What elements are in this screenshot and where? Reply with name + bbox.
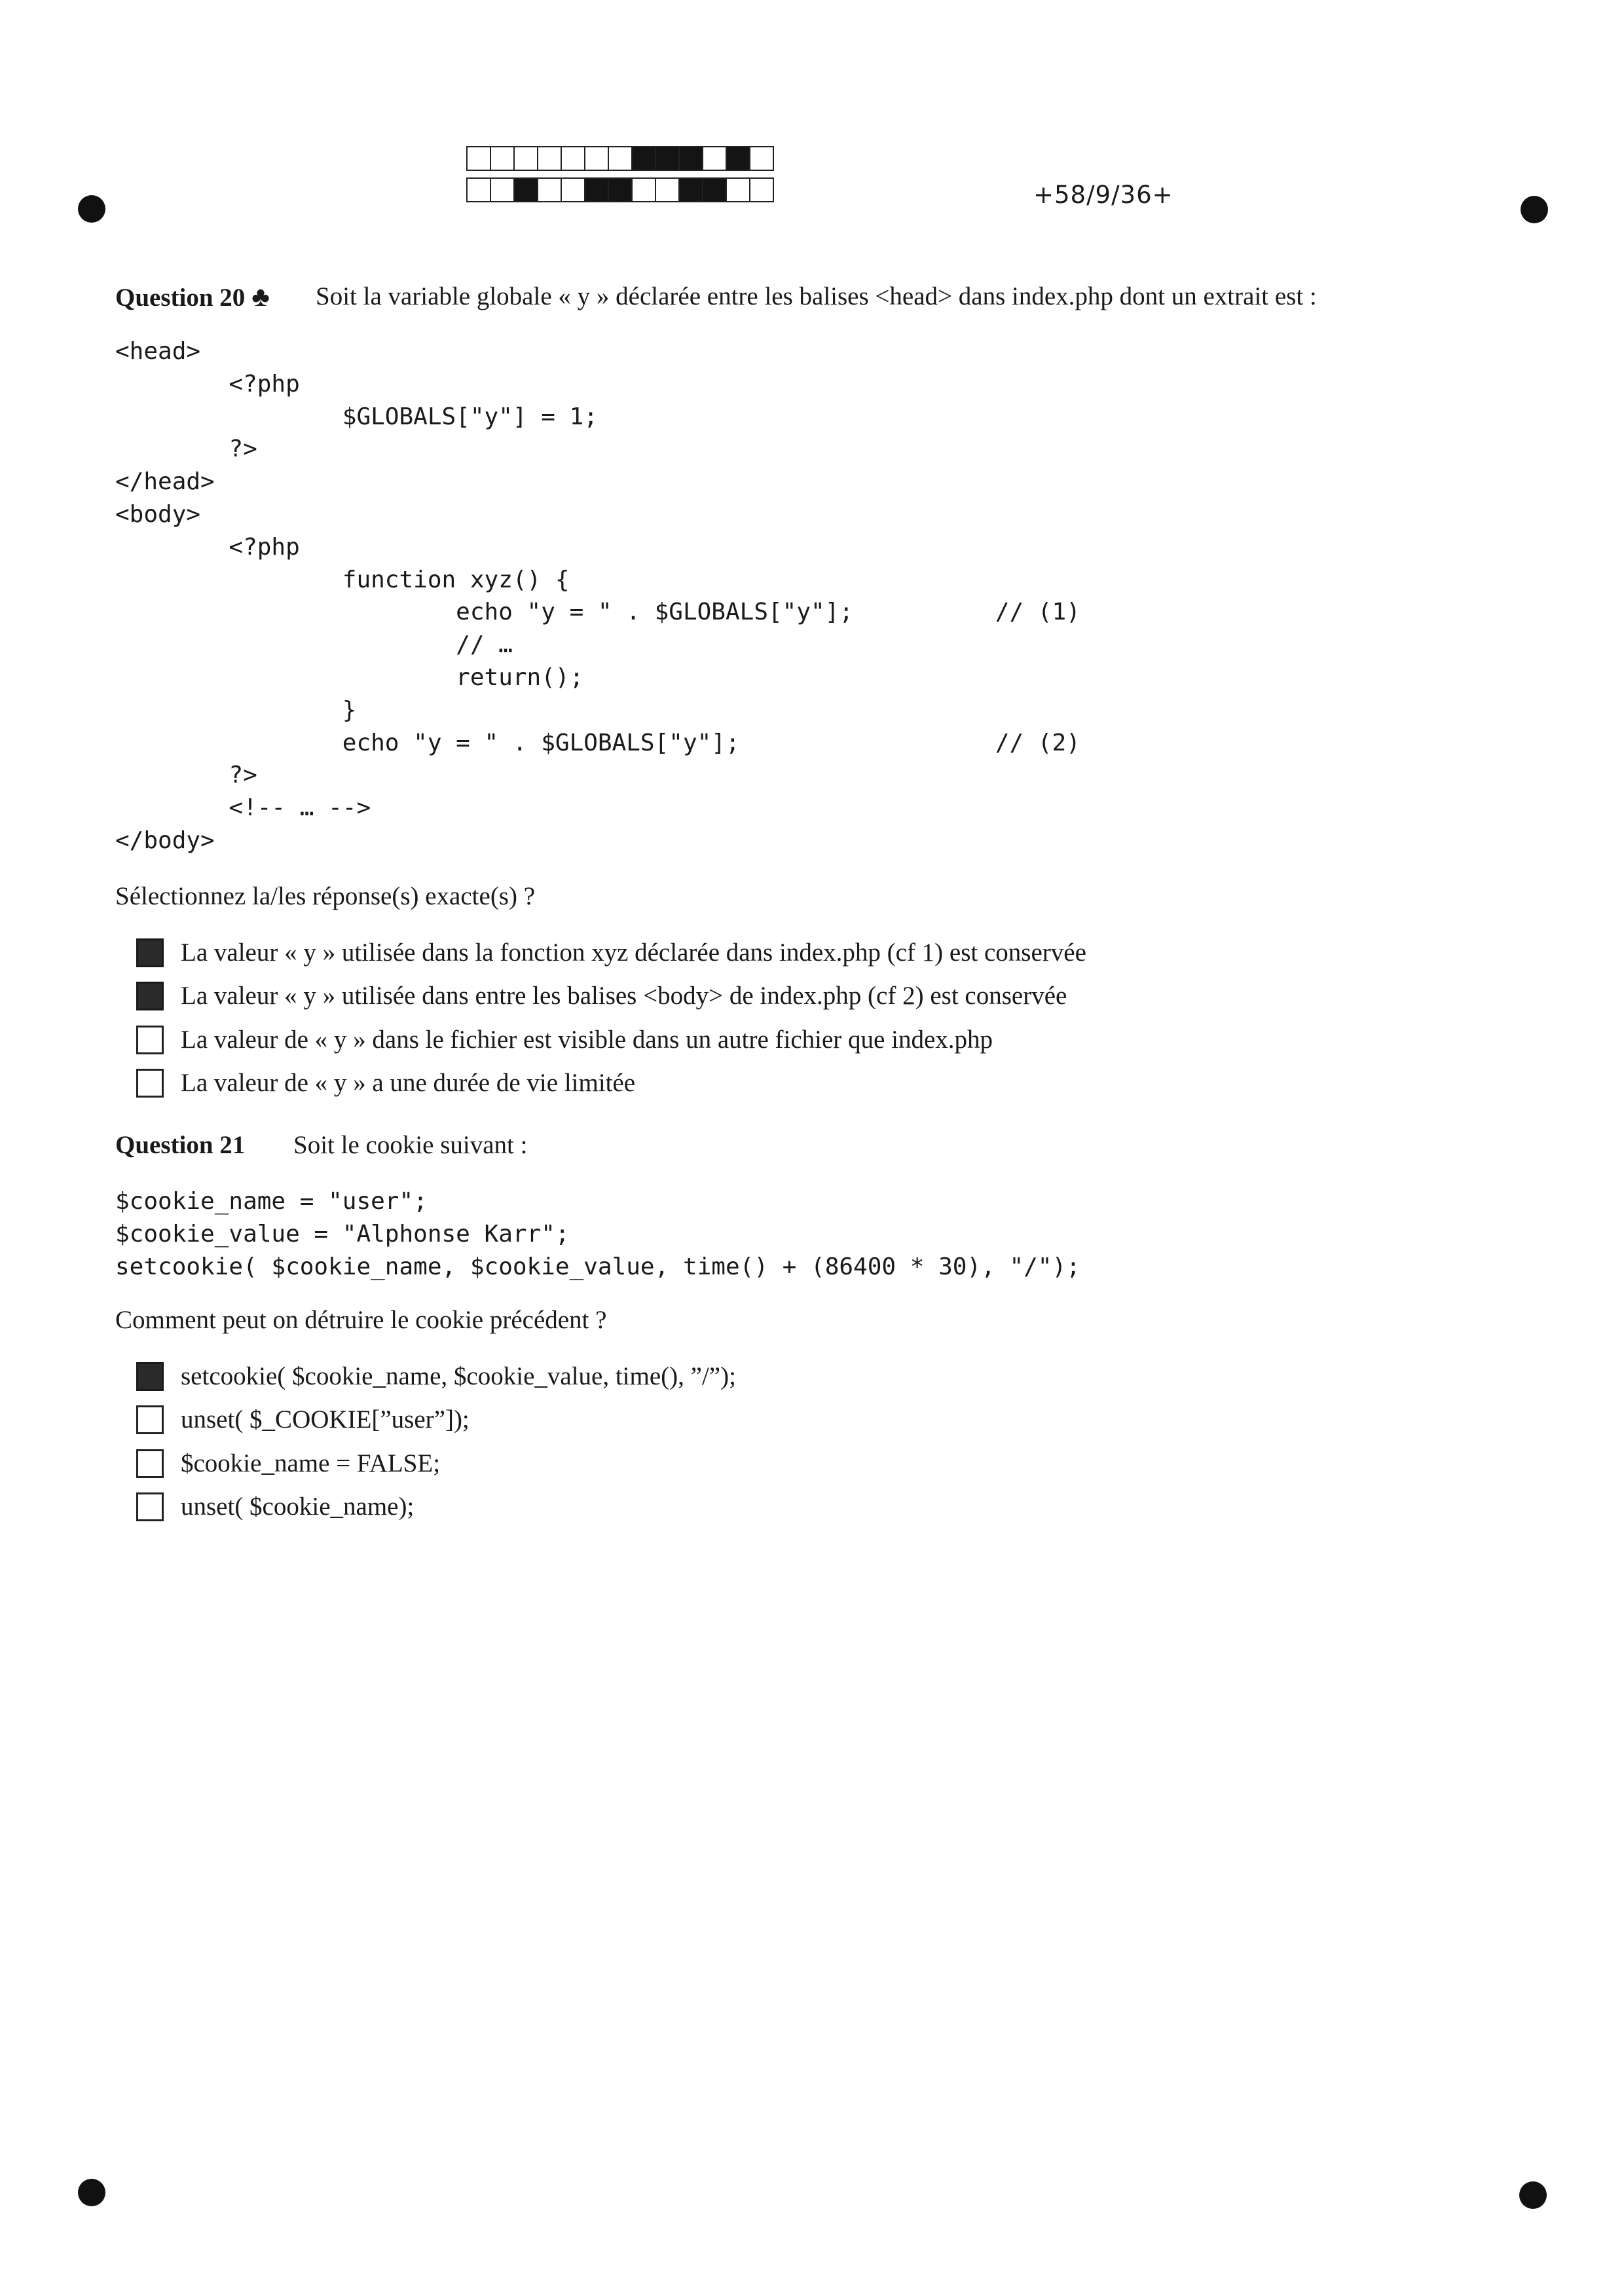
answer-option[interactable] <box>136 1405 470 1434</box>
question-number: Question 20 <box>115 284 246 312</box>
barcode-cell <box>513 177 538 202</box>
question-20-text: Soit la variable globale « y » déclarée entre les balises <head> dans index.php dont un extrait est : <box>316 282 1317 310</box>
barcode-cell <box>655 177 680 202</box>
question-20-heading <box>115 282 270 313</box>
registration-mark-top-left <box>78 195 105 223</box>
answer-option[interactable] <box>136 1492 414 1521</box>
answer-option[interactable] <box>136 1361 736 1391</box>
club-icon: ♣ <box>251 282 270 312</box>
answer-option[interactable] <box>136 1449 440 1478</box>
answer-option[interactable] <box>136 938 1086 967</box>
answer-checkbox[interactable] <box>136 1449 164 1478</box>
barcode-cell <box>537 177 562 202</box>
barcode-cell <box>749 177 774 202</box>
barcode-cell <box>631 146 656 171</box>
barcode-cell <box>608 177 633 202</box>
barcode-cell <box>490 177 515 202</box>
barcode-cell <box>561 177 585 202</box>
barcode-cell <box>584 146 609 171</box>
answer-label: $cookie_name = FALSE; <box>181 1449 441 1477</box>
answer-checkbox[interactable] <box>136 1362 164 1391</box>
answer-checkbox[interactable] <box>136 1405 164 1434</box>
barcode-cell <box>726 146 750 171</box>
question-20-prompt: Sélectionnez la/les réponse(s) exacte(s) ? <box>115 882 536 910</box>
barcode-cell <box>608 146 633 171</box>
answer-label: unset( $cookie_name); <box>181 1492 415 1521</box>
barcode-cell <box>749 146 774 171</box>
barcode-row-1 <box>466 146 773 171</box>
barcode-cell <box>702 177 727 202</box>
question-21-prompt: Comment peut on détruire le cookie précédent ? <box>115 1306 607 1334</box>
answer-checkbox[interactable] <box>136 1069 164 1098</box>
answer-checkbox[interactable] <box>136 1492 164 1521</box>
answer-label: unset( $_COOKIE[”user”]); <box>181 1405 470 1434</box>
answer-label: La valeur « y » utilisée dans la fonction xyz déclarée dans index.php (cf 1) est conservée <box>181 938 1086 967</box>
question-21-text: Soit le cookie suivant : <box>293 1131 528 1159</box>
answer-option[interactable] <box>136 1025 993 1054</box>
registration-mark-top-right <box>1521 196 1548 223</box>
question-21-heading <box>115 1130 245 1160</box>
answer-option[interactable] <box>136 1068 635 1098</box>
question-21-code: $cookie_name = "user"; $cookie_value = "Alphonse Karr"; setcookie( $cookie_name, $cookie_value, time() + (86400 * 30), "/"); <box>115 1188 1080 1280</box>
barcode-cell <box>513 146 538 171</box>
barcode-cell <box>490 146 515 171</box>
barcode-cell <box>702 146 727 171</box>
barcode-cell <box>678 177 703 202</box>
barcode-cell <box>678 146 703 171</box>
answer-label: setcookie( $cookie_name, $cookie_value, time(), ”/”); <box>181 1362 736 1390</box>
answer-checkbox[interactable] <box>136 1026 164 1054</box>
registration-mark-bottom-left <box>78 2179 105 2206</box>
exam-id: +58/9/36+ <box>1033 181 1173 209</box>
barcode-cell <box>655 146 680 171</box>
barcode-row-2 <box>466 177 773 202</box>
answer-label: La valeur « y » utilisée dans entre les balises <body> de index.php (cf 2) est conservée <box>181 982 1067 1010</box>
barcode-cell <box>537 146 562 171</box>
barcode-cell <box>726 177 750 202</box>
barcode-cell <box>466 177 491 202</box>
barcode-cell <box>584 177 609 202</box>
barcode-cell <box>561 146 585 171</box>
answer-checkbox[interactable] <box>136 982 164 1010</box>
registration-mark-bottom-right <box>1519 2181 1547 2209</box>
answer-option[interactable] <box>136 981 1067 1010</box>
question-number: Question 21 <box>115 1131 246 1159</box>
question-20-code: <head> <?php $GLOBALS["y"] = 1; ?> </head> <body> <?php function xyz() { echo "y = " . $GLOBALS["y"]; // (1) // … return(); } echo "y = " . $GLOBALS["y"]; // (2) ?> <!-- … --> </body> <box>115 338 1080 854</box>
answer-checkbox[interactable] <box>136 938 164 967</box>
barcode-cell <box>631 177 656 202</box>
answer-label: La valeur de « y » a une durée de vie limitée <box>181 1069 636 1097</box>
answer-label: La valeur de « y » dans le fichier est visible dans un autre fichier que index.php <box>181 1026 993 1054</box>
barcode-cell <box>466 146 491 171</box>
